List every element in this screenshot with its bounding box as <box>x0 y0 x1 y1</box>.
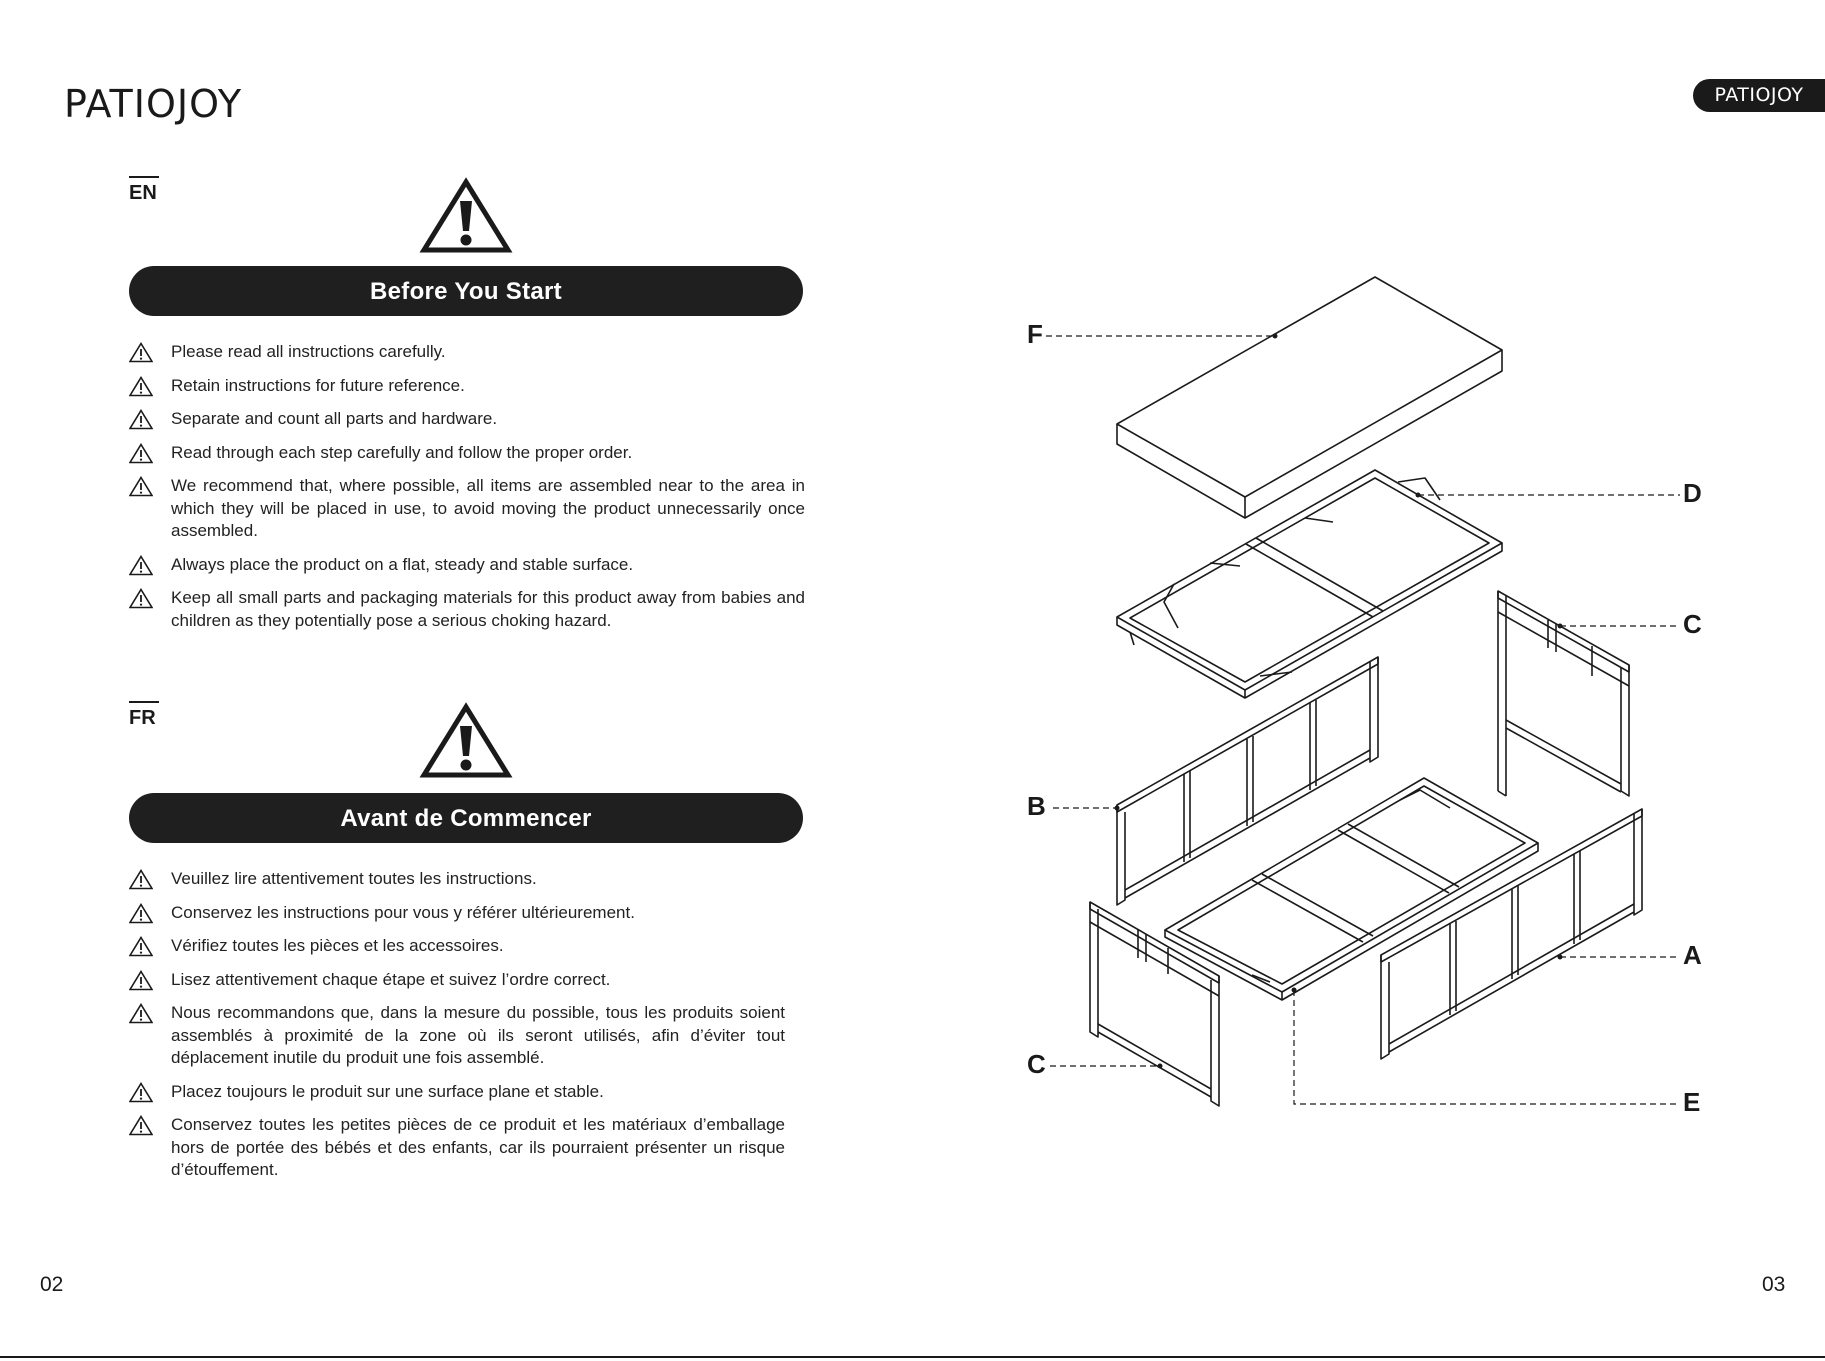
caution-icon <box>129 443 153 464</box>
part-c-side-frame-left <box>1090 902 1219 1106</box>
instruction-item <box>129 1002 785 1070</box>
instruction-text: Read through each step carefully and follow the proper order. <box>171 442 633 462</box>
instruction-text: We recommend that, where possible, all items are assembled near to the area in which they will be placed in use, to avoid moving the product unnecessarily once assembled. <box>171 476 805 540</box>
part-label-a: A <box>1683 940 1702 970</box>
caution-icon <box>129 1082 153 1103</box>
page-number-right: 03 <box>1762 1273 1786 1296</box>
caution-icon <box>129 476 153 497</box>
instruction-item <box>129 935 785 958</box>
parts-diagram <box>1010 260 1710 1130</box>
page-number-left: 02 <box>40 1273 64 1296</box>
caution-icon <box>129 936 153 957</box>
instruction-item <box>129 902 785 925</box>
instruction-text: Conservez les instructions pour vous y référer ultérieurement. <box>171 902 635 922</box>
part-f-tabletop <box>1117 277 1502 518</box>
caution-icon <box>129 903 153 924</box>
caution-icon <box>129 869 153 890</box>
instruction-item <box>129 442 805 465</box>
caution-icon <box>129 1003 153 1024</box>
warning-icon-en <box>419 177 513 255</box>
instruction-text: Keep all small parts and packaging materials for this product away from babies and children as they potentially pose a serious choking hazard. <box>171 588 805 630</box>
instruction-text: Vérifiez toutes les pièces et les accessoires. <box>171 936 504 955</box>
caution-icon <box>129 342 153 363</box>
part-a-front-panel <box>1381 809 1642 1059</box>
lang-tag-fr: FR <box>129 701 159 730</box>
instruction-text: Placez toujours le produit sur une surface plane et stable. <box>171 1081 604 1101</box>
instruction-text: Lisez attentivement chaque étape et suivez l’ordre correct. <box>171 969 611 989</box>
part-c-side-frame-right <box>1498 591 1629 796</box>
warning-icon-fr <box>419 702 513 780</box>
instruction-item <box>129 868 785 891</box>
instruction-item <box>129 969 785 992</box>
caution-icon <box>129 376 153 397</box>
caution-icon <box>129 1115 153 1136</box>
lang-tag-en: EN <box>129 176 159 205</box>
instruction-text: Always place the product on a flat, steady and stable surface. <box>171 554 634 574</box>
instruction-item <box>129 554 805 577</box>
bottom-rule <box>0 1356 1825 1358</box>
instruction-item <box>129 408 805 431</box>
instruction-text: Please read all instructions carefully. <box>171 342 446 361</box>
instruction-item <box>129 587 805 632</box>
instruction-text: Veuillez lire attentivement toutes les instructions. <box>171 869 537 888</box>
part-label-c-right: C <box>1683 609 1702 639</box>
instruction-item <box>129 1081 785 1104</box>
part-b-back-panel <box>1117 657 1378 905</box>
instruction-item <box>129 375 805 398</box>
instruction-item <box>129 1114 785 1182</box>
instruction-text: Nous recommandons que, dans la mesure du possible, tous les produits soient assemblés à proximité de la zone où ils seront utilisés, afin d’éviter tout déplacement inutile du produit une fois assemblé. <box>171 1003 785 1067</box>
instruction-item <box>129 475 805 543</box>
part-label-b: B <box>1027 791 1046 821</box>
part-d-upper-frame <box>1117 470 1502 698</box>
caution-icon <box>129 409 153 430</box>
part-e-lower-frame <box>1165 778 1538 1000</box>
section-heading-fr: Avant de Commencer <box>129 793 803 843</box>
part-label-c-left: C <box>1027 1049 1046 1079</box>
instruction-text: Separate and count all parts and hardware. <box>171 409 498 428</box>
caution-icon <box>129 555 153 576</box>
instruction-item <box>129 341 805 364</box>
brand-logo-left: PATIOJOY <box>64 82 243 126</box>
part-label-e: E <box>1683 1087 1701 1117</box>
instruction-list-fr <box>129 868 785 1193</box>
brand-logo-right: PATIOJOY <box>1693 79 1825 112</box>
caution-icon <box>129 588 153 609</box>
instruction-list-en <box>129 341 805 643</box>
instruction-text: Retain instructions for future reference. <box>171 375 465 395</box>
instruction-text: Conservez toutes les petites pièces de ce produit et les matériaux d’emballage hors de portée des bébés et des enfants, car ils pourraient présenter un risque d’étouffement. <box>171 1115 785 1179</box>
part-label-f: F <box>1027 319 1043 349</box>
part-label-d: D <box>1683 478 1702 508</box>
caution-icon <box>129 970 153 991</box>
section-heading-en: Before You Start <box>129 266 803 316</box>
